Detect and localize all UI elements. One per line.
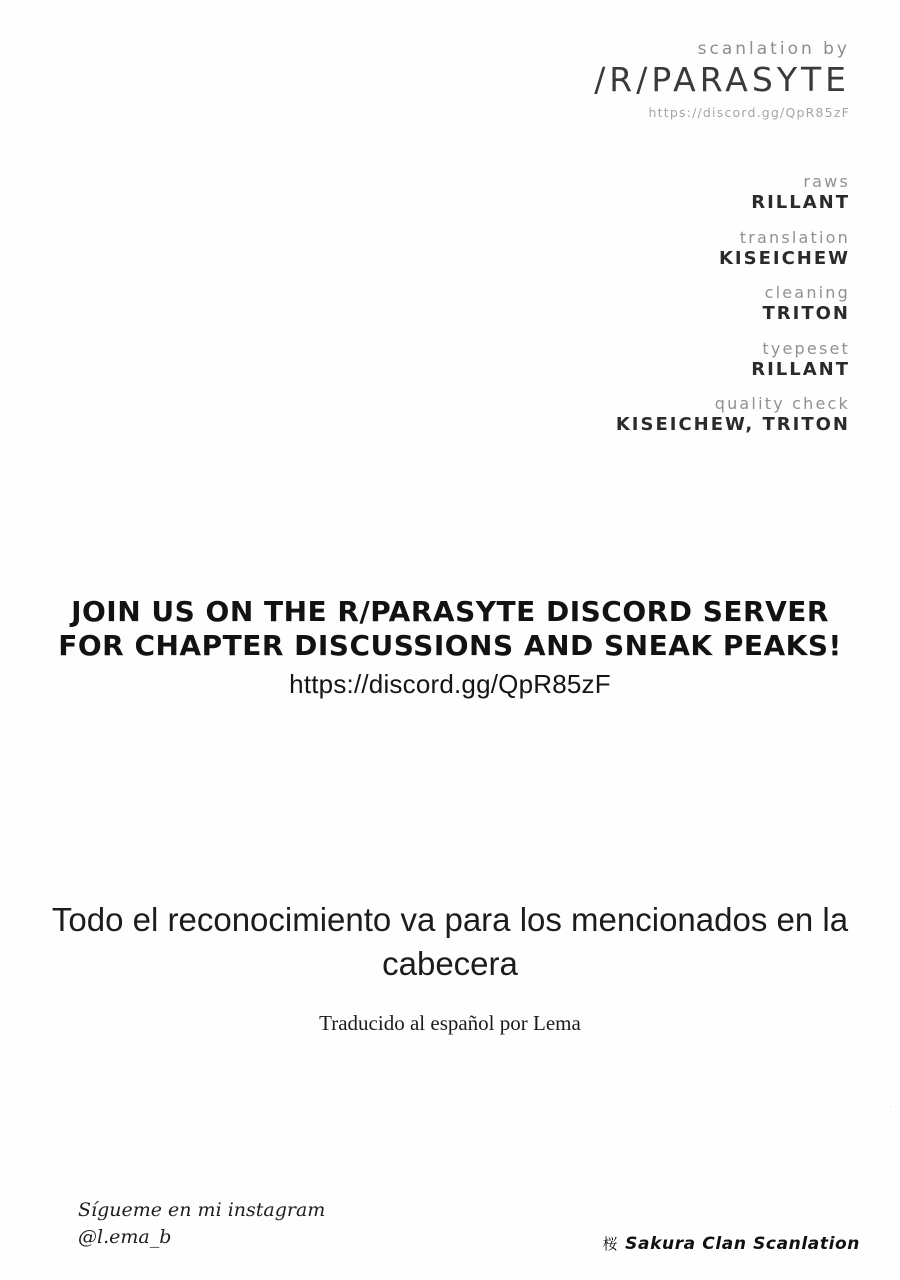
scanlation-header xyxy=(594,40,850,120)
credit-row xyxy=(616,339,850,382)
credits-list xyxy=(616,172,850,450)
join-banner-line-2: FOR CHAPTER DISCUSSIONS AND SNEAK PEAKS! xyxy=(58,629,842,663)
faint-edge-mark: . xyxy=(888,1098,892,1110)
spanish-credit-block xyxy=(0,898,900,1036)
scanlation-discord-url: https://discord.gg/QpR85zF xyxy=(648,104,850,120)
instagram-footer xyxy=(78,1197,325,1252)
scanlation-by-label: scanlation by xyxy=(697,39,850,59)
credit-name: RILLANT xyxy=(751,358,850,380)
sakura-clan-footer xyxy=(603,1233,860,1254)
credit-role: raws xyxy=(803,172,850,191)
credit-role: tyepeset xyxy=(762,338,850,358)
credit-name: KISEICHEW xyxy=(718,247,850,269)
sakura-blossom-icon: 桜 xyxy=(602,1235,619,1253)
credit-row xyxy=(616,394,850,437)
instagram-prompt: Sígueme en mi instagram xyxy=(78,1198,326,1221)
join-banner-line-1: JOIN US ON THE R/PARASYTE DISCORD SERVER xyxy=(71,595,829,628)
instagram-handle: @l.ema_b xyxy=(78,1226,172,1249)
join-banner xyxy=(0,595,900,700)
scanlation-group-name: /R/PARASYTE xyxy=(594,59,850,99)
sakura-clan-label: Sakura Clan Scanlation xyxy=(625,1233,860,1254)
credit-name: TRITON xyxy=(762,303,850,324)
credit-name: RILLANT xyxy=(751,192,850,213)
credit-role: cleaning xyxy=(764,283,850,302)
spanish-translator-text: Traducido al español por Lema xyxy=(319,1011,581,1036)
credit-row xyxy=(616,283,850,326)
credit-row xyxy=(616,172,850,215)
credit-role: translation xyxy=(739,227,850,247)
credit-name: KISEICHEW, TRITON xyxy=(615,414,850,435)
credit-role: quality check xyxy=(714,394,850,413)
join-banner-url: https://discord.gg/QpR85zF xyxy=(289,669,611,700)
spanish-main-text: Todo el reconocimiento va para los mencionados en la cabecera xyxy=(51,901,849,982)
credit-row xyxy=(616,228,850,271)
